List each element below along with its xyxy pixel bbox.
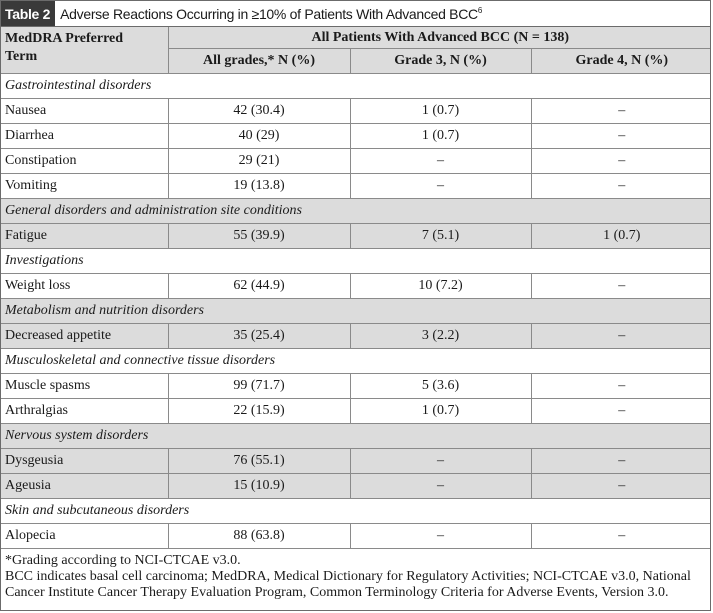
category-label: Gastrointestinal disorders	[1, 74, 711, 99]
cell-grade-3: –	[350, 149, 531, 174]
table-row	[1, 124, 711, 149]
category-label: Musculoskeletal and connective tissue disorders	[1, 349, 711, 374]
cell-all-grades: 35 (25.4)	[168, 324, 350, 349]
category-row	[1, 249, 711, 274]
cell-grade-3: –	[350, 474, 531, 499]
cell-grade-4: –	[531, 374, 711, 399]
cell-grade-4: –	[531, 124, 711, 149]
header-term	[1, 27, 168, 74]
cell-grade-4: 1 (0.7)	[531, 224, 711, 249]
table-row	[1, 474, 711, 499]
table-title-text: Adverse Reactions Occurring in ≥10% of Patients With Advanced BCC	[60, 5, 478, 22]
cell-all-grades: 22 (15.9)	[168, 399, 350, 424]
cell-term: Vomiting	[1, 174, 168, 199]
cell-grade-3: 5 (3.6)	[350, 374, 531, 399]
adverse-reactions-table	[1, 27, 711, 549]
footnote-abbreviations: BCC indicates basal cell carcinoma; MedDRA, Medical Dictionary for Regulatory Activities; NCI-CTCAE v3.0, National Cancer Institute Cancer Therapy Evaluation Program, Common Terminology Criteria for Adverse Events, Version 3.0.	[5, 569, 691, 600]
header-group: All Patients With Advanced BCC (N = 138)	[168, 27, 711, 49]
category-row	[1, 199, 711, 224]
header-grade-4: Grade 4, N (%)	[531, 49, 711, 74]
cell-all-grades: 19 (13.8)	[168, 174, 350, 199]
header-term-line-2: Term	[5, 49, 38, 64]
cell-grade-4: –	[531, 399, 711, 424]
category-label: General disorders and administration site conditions	[1, 199, 711, 224]
table-row	[1, 374, 711, 399]
category-label: Investigations	[1, 249, 711, 274]
cell-grade-3: 3 (2.2)	[350, 324, 531, 349]
cell-grade-3: 1 (0.7)	[350, 99, 531, 124]
cell-grade-4: –	[531, 274, 711, 299]
cell-term: Alopecia	[1, 524, 168, 549]
cell-grade-3: –	[350, 524, 531, 549]
cell-all-grades: 55 (39.9)	[168, 224, 350, 249]
table-title	[55, 6, 482, 22]
cell-grade-3: 10 (7.2)	[350, 274, 531, 299]
category-label: Nervous system disorders	[1, 424, 711, 449]
table-title-reference: 6	[477, 5, 482, 15]
cell-grade-3: 1 (0.7)	[350, 399, 531, 424]
cell-grade-4: –	[531, 174, 711, 199]
cell-term: Fatigue	[1, 224, 168, 249]
table-row	[1, 224, 711, 249]
table-footnotes	[1, 549, 710, 601]
table-body	[1, 74, 711, 549]
cell-term: Diarrhea	[1, 124, 168, 149]
cell-term: Arthralgias	[1, 399, 168, 424]
cell-term: Constipation	[1, 149, 168, 174]
header-term-line-1: MedDRA Preferred	[5, 31, 124, 46]
table-row	[1, 149, 711, 174]
cell-grade-4: –	[531, 99, 711, 124]
cell-term: Nausea	[1, 99, 168, 124]
header-grade-3: Grade 3, N (%)	[350, 49, 531, 74]
cell-term: Ageusia	[1, 474, 168, 499]
cell-grade-4: –	[531, 149, 711, 174]
cell-grade-3: –	[350, 449, 531, 474]
cell-term: Decreased appetite	[1, 324, 168, 349]
cell-grade-4: –	[531, 324, 711, 349]
cell-term: Dysgeusia	[1, 449, 168, 474]
cell-grade-4: –	[531, 449, 711, 474]
footnote-grading: *Grading according to NCI-CTCAE v3.0.	[5, 553, 241, 568]
cell-all-grades: 42 (30.4)	[168, 99, 350, 124]
category-row	[1, 74, 711, 99]
category-label: Metabolism and nutrition disorders	[1, 299, 711, 324]
cell-all-grades: 15 (10.9)	[168, 474, 350, 499]
category-row	[1, 349, 711, 374]
category-row	[1, 424, 711, 449]
cell-term: Muscle spasms	[1, 374, 168, 399]
category-label: Skin and subcutaneous disorders	[1, 499, 711, 524]
cell-grade-3: 7 (5.1)	[350, 224, 531, 249]
table-label: Table 2	[1, 1, 55, 26]
table-row	[1, 399, 711, 424]
cell-all-grades: 62 (44.9)	[168, 274, 350, 299]
cell-all-grades: 99 (71.7)	[168, 374, 350, 399]
cell-grade-3: 1 (0.7)	[350, 124, 531, 149]
cell-grade-4: –	[531, 524, 711, 549]
category-row	[1, 499, 711, 524]
cell-all-grades: 76 (55.1)	[168, 449, 350, 474]
cell-grade-4: –	[531, 474, 711, 499]
cell-term: Weight loss	[1, 274, 168, 299]
header-all-grades: All grades,* N (%)	[168, 49, 350, 74]
table-row	[1, 99, 711, 124]
table-row	[1, 449, 711, 474]
table-row	[1, 324, 711, 349]
cell-grade-3: –	[350, 174, 531, 199]
table-row	[1, 274, 711, 299]
table-row	[1, 524, 711, 549]
table-caption	[1, 1, 710, 27]
header-row-group	[1, 27, 711, 49]
cell-all-grades: 40 (29)	[168, 124, 350, 149]
table-row	[1, 174, 711, 199]
cell-all-grades: 29 (21)	[168, 149, 350, 174]
cell-all-grades: 88 (63.8)	[168, 524, 350, 549]
category-row	[1, 299, 711, 324]
